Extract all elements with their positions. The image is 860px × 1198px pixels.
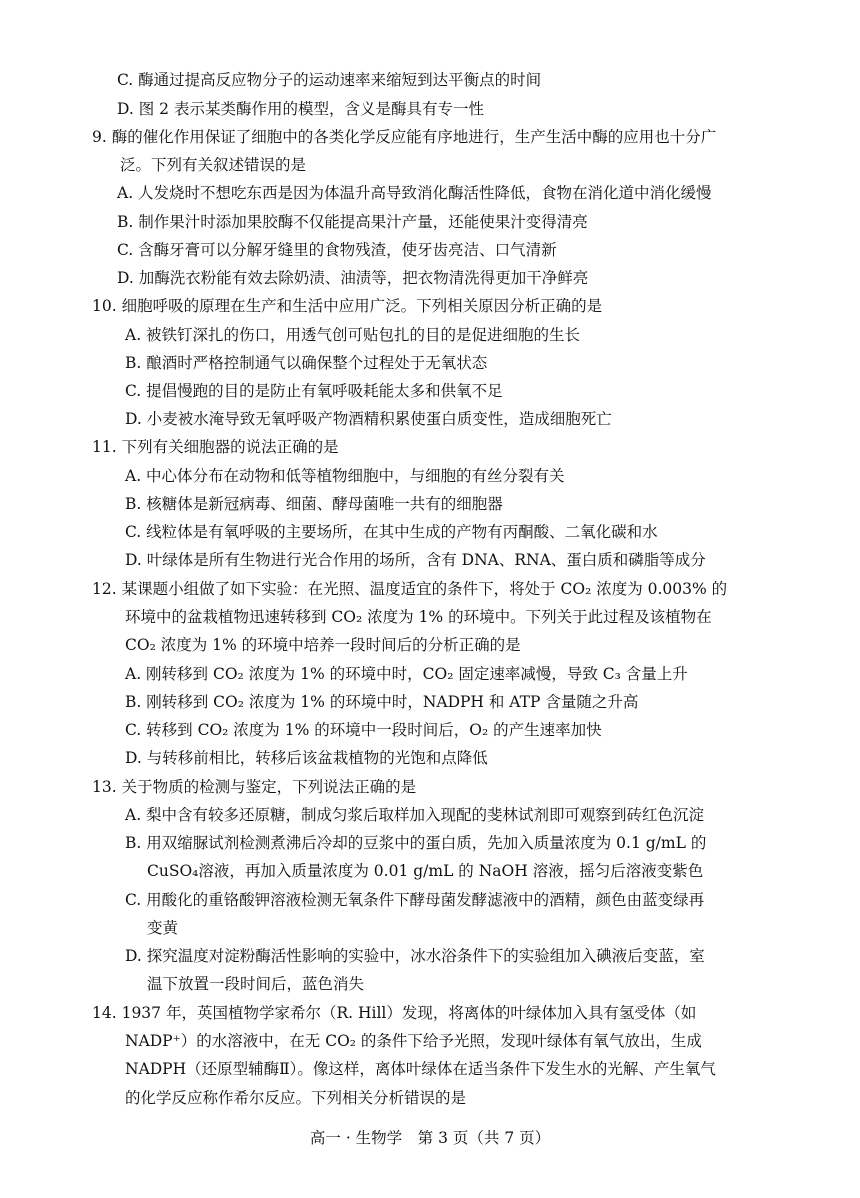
option-line-cont: 温下放置一段时间后，蓝色消失	[147, 975, 365, 993]
question-9-stem-cont: 泛。下列有关叙述错误的是	[120, 156, 307, 174]
question-12-stem-cont: 环境中的盆栽植物迅速转移到 CO₂ 浓度为 1% 的环境中。下列关于此过程及该植物在	[125, 608, 712, 626]
option-line: A. 中心体分布在动物和低等植物细胞中，与细胞的有丝分裂有关	[125, 467, 565, 485]
option-line: B. 核糖体是新冠病毒、细菌、酵母菌唯一共有的细胞器	[125, 495, 503, 513]
question-9-stem: 9. 酶的催化作用保证了细胞中的各类化学反应能有序地进行，生产生活中酶的应用也十分广	[92, 128, 717, 146]
option-line: C. 含酶牙膏可以分解牙缝里的食物残渣，使牙齿亮洁、口气清新	[117, 241, 557, 259]
option-line: A. 被铁钉深扎的伤口，用透气创可贴包扎的目的是促进细胞的生长	[125, 326, 581, 344]
option-line: B. 刚转移到 CO₂ 浓度为 1% 的环境中时，NADPH 和 ATP 含量随之升高	[125, 693, 639, 711]
option-line: A. 人发烧时不想吃东西是因为体温升高导致消化酶活性降低，食物在消化道中消化缓慢	[117, 184, 712, 202]
question-14-stem-cont: NADPH（还原型辅酶Ⅱ）。像这样，离体叶绿体在适当条件下发生水的光解、产生氧气	[125, 1060, 716, 1078]
option-line: D. 探究温度对淀粉酶活性影响的实验中，冰水浴条件下的实验组加入碘液后变蓝，室	[125, 947, 705, 965]
question-14-stem: 14. 1937 年，英国植物学家希尔（R. Hill）发现，将离体的叶绿体加入具有氢受体（如	[92, 1004, 697, 1022]
option-line: C. 线粒体是有氧呼吸的主要场所，在其中生成的产物有丙酮酸、二氧化碳和水	[125, 523, 658, 541]
option-line: D. 加酶洗衣粉能有效去除奶渍、油渍等，把衣物清洗得更加干净鲜亮	[117, 269, 589, 287]
option-line: A. 刚转移到 CO₂ 浓度为 1% 的环境中时，CO₂ 固定速率减慢，导致 C₃ 含量上升	[125, 665, 688, 683]
option-line: D. 叶绿体是所有生物进行光合作用的场所，含有 DNA、RNA、蛋白质和磷脂等成分	[125, 551, 706, 569]
question-12-stem-cont: CO₂ 浓度为 1% 的环境中培养一段时间后的分析正确的是	[125, 636, 521, 654]
option-line: B. 酿酒时严格控制通气以确保整个过程处于无氧状态	[125, 354, 488, 372]
option-line: C. 提倡慢跑的目的是防止有氧呼吸耗能太多和供氧不足	[125, 382, 503, 400]
question-10-stem: 10. 细胞呼吸的原理在生产和生活中应用广泛。下列相关原因分析正确的是	[92, 297, 603, 315]
question-11-stem: 11. 下列有关细胞器的说法正确的是	[92, 438, 339, 456]
option-line: C. 用酸化的重铬酸钾溶液检测无氧条件下酵母菌发酵滤液中的酒精，颜色由蓝变绿再	[125, 891, 705, 909]
option-line-cont: CuSO₄溶液，再加入质量浓度为 0.01 g/mL 的 NaOH 溶液，摇匀后溶液变紫色	[147, 862, 704, 880]
option-line: C. 酶通过提高反应物分子的运动速率来缩短到达平衡点的时间	[117, 71, 542, 89]
option-line: C. 转移到 CO₂ 浓度为 1% 的环境中一段时间后，O₂ 的产生速率加快	[125, 721, 602, 739]
option-line-cont: 变黄	[147, 919, 179, 937]
page-footer: 高一 · 生物学 第 3 页（共 7 页）	[309, 1129, 551, 1147]
option-line: A. 梨中含有较多还原糖，制成匀浆后取样加入现配的斐林试剂即可观察到砖红色沉淀	[125, 806, 705, 824]
question-12-stem: 12. 某课题小组做了如下实验：在光照、温度适宜的条件下，将处于 CO₂ 浓度为 0.003% 的	[92, 580, 728, 598]
question-13-stem: 13. 关于物质的检测与鉴定，下列说法正确的是	[92, 778, 417, 796]
option-line: D. 小麦被水淹导致无氧呼吸产物酒精积累使蛋白质变性，造成细胞死亡	[125, 410, 612, 428]
option-line: B. 制作果汁时添加果胶酶不仅能提高果汁产量，还能使果汁变得清亮	[117, 213, 588, 231]
option-line: D. 与转移前相比，转移后该盆栽植物的光饱和点降低	[125, 749, 488, 767]
question-14-stem-cont: 的化学反应称作希尔反应。下列相关分析错误的是	[125, 1089, 467, 1107]
option-line: B. 用双缩脲试剂检测煮沸后冷却的豆浆中的蛋白质，先加入质量浓度为 0.1 g/mL 的	[125, 834, 707, 852]
question-14-stem-cont: NADP⁺）的水溶液中，在无 CO₂ 的条件下给予光照，发现叶绿体有氧气放出，生成	[125, 1032, 702, 1050]
option-line: D. 图 2 表示某类酶作用的模型，含义是酶具有专一性	[117, 100, 484, 118]
